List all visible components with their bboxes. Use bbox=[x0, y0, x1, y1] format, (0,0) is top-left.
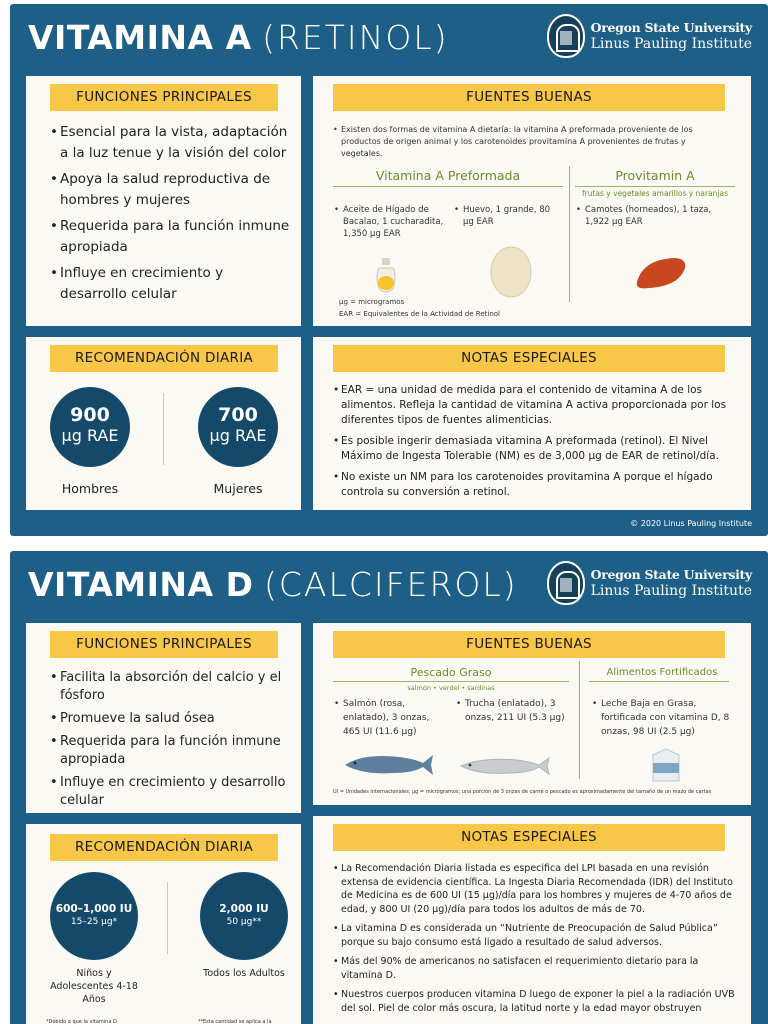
kids-rda-circle: 600–1,000 IU 15–25 μg* bbox=[50, 872, 138, 960]
notes-list bbox=[333, 383, 733, 500]
sources-intro: • Existen dos formas de vitamina A dietaría: la vitamina A preformada proveniente de los productos de origen animal y los carotenoides provitamina A provenientes de frutas y vegetales. bbox=[333, 125, 693, 158]
card-title: VITAMINA D (CALCIFEROL) bbox=[28, 565, 518, 604]
preformed-heading: Vitamina A Preformada bbox=[333, 166, 563, 187]
source-item-milk: • Leche Baja en Grasa, fortificada con vitamina D, 8 onzas, 98 UI (2.5 μg) bbox=[601, 697, 735, 739]
list-item: • Más del 90% de americanos no satisfacen el requerimiento dietario para la vitamina D. bbox=[333, 955, 738, 982]
women-rda-circle: 700 μg RAE bbox=[198, 387, 278, 467]
notes-list bbox=[333, 862, 738, 1015]
osu-lpi-logo: Oregon State University Linus Pauling Institute bbox=[547, 561, 752, 605]
source-item-cod-liver-oil: • Aceite de Hígado de Bacalao, 1 cucharadita, 1,350 μg EAR bbox=[343, 204, 453, 240]
oil-bottle-icon bbox=[373, 256, 399, 296]
osu-lpi-logo: Oregon State University Linus Pauling Institute bbox=[547, 14, 752, 58]
recommendation-label: RECOMENDACIÓN DIARIA bbox=[50, 345, 278, 372]
recommendation-divider bbox=[167, 882, 168, 954]
kids-label: Niños y Adolescentes 4-18 Años bbox=[50, 968, 138, 1005]
adults-rda-circle: 2,000 IU 50 μg** bbox=[200, 872, 288, 960]
special-notes-panel bbox=[313, 337, 751, 510]
kids-footnote: *Debido a que la vitamina D bbox=[46, 1019, 117, 1024]
notes-label: NOTAS ESPECIALES bbox=[333, 824, 725, 851]
functions-list bbox=[50, 669, 290, 815]
source-item-sweet-potato: • Camotes (horneados), 1 taza, 1,922 μg EAR bbox=[585, 204, 725, 228]
functions-panel bbox=[26, 623, 301, 813]
card-header bbox=[10, 551, 768, 621]
list-item: • Nuestros cuerpos producen vitamina D luego de exponer la piel a la radiación UVB del sol. Piel de color más oscura, la latitud norte y la edad mayor obstruyen bbox=[333, 988, 738, 1015]
functions-label: FUNCIONES PRINCIPALES bbox=[50, 631, 278, 658]
list-item: • La vitamina D es considerada un “Nutriente de Preocupación de Salud Pública” porque su bajo consumo está ligado a resultado de salud adversos. bbox=[333, 922, 738, 949]
special-notes-panel bbox=[313, 816, 751, 1024]
list-item: • Influye en crecimiento y desarrollo celular bbox=[50, 774, 290, 810]
card-title: VITAMINA A (RETINOL) bbox=[28, 18, 449, 57]
fortified-heading: Alimentos Fortificados bbox=[606, 667, 718, 678]
sources-divider bbox=[569, 166, 570, 302]
list-item: • Requerida para la función inmune apropiada bbox=[50, 733, 290, 769]
list-item: • Esencial para la vista, adaptación a la luz tenue y la visión del color bbox=[50, 122, 290, 164]
recommendation-label: RECOMENDACIÓN DIARIA bbox=[50, 834, 278, 861]
sources-panel bbox=[313, 76, 751, 326]
lpi-seal-icon bbox=[547, 14, 585, 58]
sources-divider bbox=[579, 661, 580, 779]
adults-footnote: **Esta cantidad se aplica a la bbox=[198, 1019, 272, 1024]
sources-label: FUENTES BUENAS bbox=[333, 84, 725, 111]
footnote-ug: μg = microgramos bbox=[339, 298, 405, 306]
functions-list bbox=[50, 122, 290, 310]
fatty-fish-underline bbox=[333, 681, 569, 682]
fortified-underline bbox=[589, 681, 729, 682]
sweet-potato-icon bbox=[633, 252, 689, 292]
provitamin-subtitle: frutas y vegetales amarillos y naranjas bbox=[582, 189, 728, 198]
provitamin-heading: Provitamin A bbox=[575, 166, 735, 187]
notes-label: NOTAS ESPECIALES bbox=[333, 345, 725, 372]
adults-label: Todos los Adultos bbox=[203, 968, 285, 979]
men-rda-circle: 900 μg RAE bbox=[50, 387, 130, 467]
sources-panel bbox=[313, 623, 751, 805]
source-item-salmon: • Salmón (rosa, enlatado), 3 onzas, 465 UI (11.6 μg) bbox=[343, 697, 443, 739]
trout-icon bbox=[459, 755, 551, 777]
fatty-fish-subtitle: salmón • verdel • sardinas bbox=[407, 684, 495, 692]
sources-footnote: UI = Unidades internacionales; μg = microgramos; una porción de 3 onzas de carne o pescado es aproximadamente del tamaño de un mazo de cartas bbox=[333, 789, 712, 795]
list-item: • Es posible ingerir demasiada vitamina A preformada (retinol). El Nivel Máximo de Ingesta Tolerable (NM) es de 3,000 μg de EAR de retinol/día. bbox=[333, 434, 733, 464]
salmon-icon bbox=[343, 751, 435, 777]
men-label: Hombres bbox=[61, 481, 119, 496]
daily-recommendation-panel bbox=[26, 337, 301, 510]
daily-recommendation-panel bbox=[26, 824, 301, 1024]
list-item: • No existe un NM para los carotenoides provitamina A porque el hígado controla su conversión a retinol. bbox=[333, 470, 733, 500]
egg-icon bbox=[489, 244, 533, 298]
copyright: © 2020 Linus Pauling Institute bbox=[630, 519, 752, 528]
lpi-seal-icon bbox=[547, 561, 585, 605]
recommendation-divider bbox=[163, 393, 164, 465]
source-item-trout: • Trucha (enlatado), 3 onzas, 211 UI (5.3 μg) bbox=[465, 697, 565, 725]
list-item: • Apoya la salud reproductiva de hombres y mujeres bbox=[50, 169, 290, 211]
sources-label: FUENTES BUENAS bbox=[333, 631, 725, 658]
functions-label: FUNCIONES PRINCIPALES bbox=[50, 84, 278, 111]
vitamin-d-card bbox=[10, 551, 768, 1024]
milk-carton-icon bbox=[649, 747, 683, 783]
functions-panel bbox=[26, 76, 301, 326]
footnote-ear: EAR = Equivalentes de la Actividad de Retinol bbox=[339, 310, 500, 318]
fatty-fish-heading: Pescado Graso bbox=[410, 666, 492, 679]
list-item: • Influye en crecimiento y desarrollo celular bbox=[50, 263, 290, 305]
list-item: • Requerida para la función inmune apropiada bbox=[50, 216, 290, 258]
list-item: • La Recomendación Diaria listada es especifica del LPI basada en una revisión extensa de evidencia científica. La Ingesta Diaria Recomendada (IDR) del Instituto de Medicina es de 600 UI (15 μg)/día para los hombres y mujeres de 4-70 años de edad, y 800 UI (20 μg)/día para todos los adultos de más de 70. bbox=[333, 862, 738, 916]
list-item: • EAR = una unidad de medida para el contenido de vitamina A de los alimentos. Refleja la cantidad de vitamina A activa proporcionada por los diferentes tipos de fuentes alimenticias. bbox=[333, 383, 733, 428]
card-header bbox=[10, 4, 768, 74]
list-item: • Facilita la absorción del calcio y el fósforo bbox=[50, 669, 290, 705]
list-item: • Promueve la salud ósea bbox=[50, 710, 290, 728]
vitamin-a-card bbox=[10, 4, 768, 536]
source-item-egg: • Huevo, 1 grande, 80 μg EAR bbox=[463, 204, 553, 228]
women-label: Mujeres bbox=[213, 481, 263, 496]
